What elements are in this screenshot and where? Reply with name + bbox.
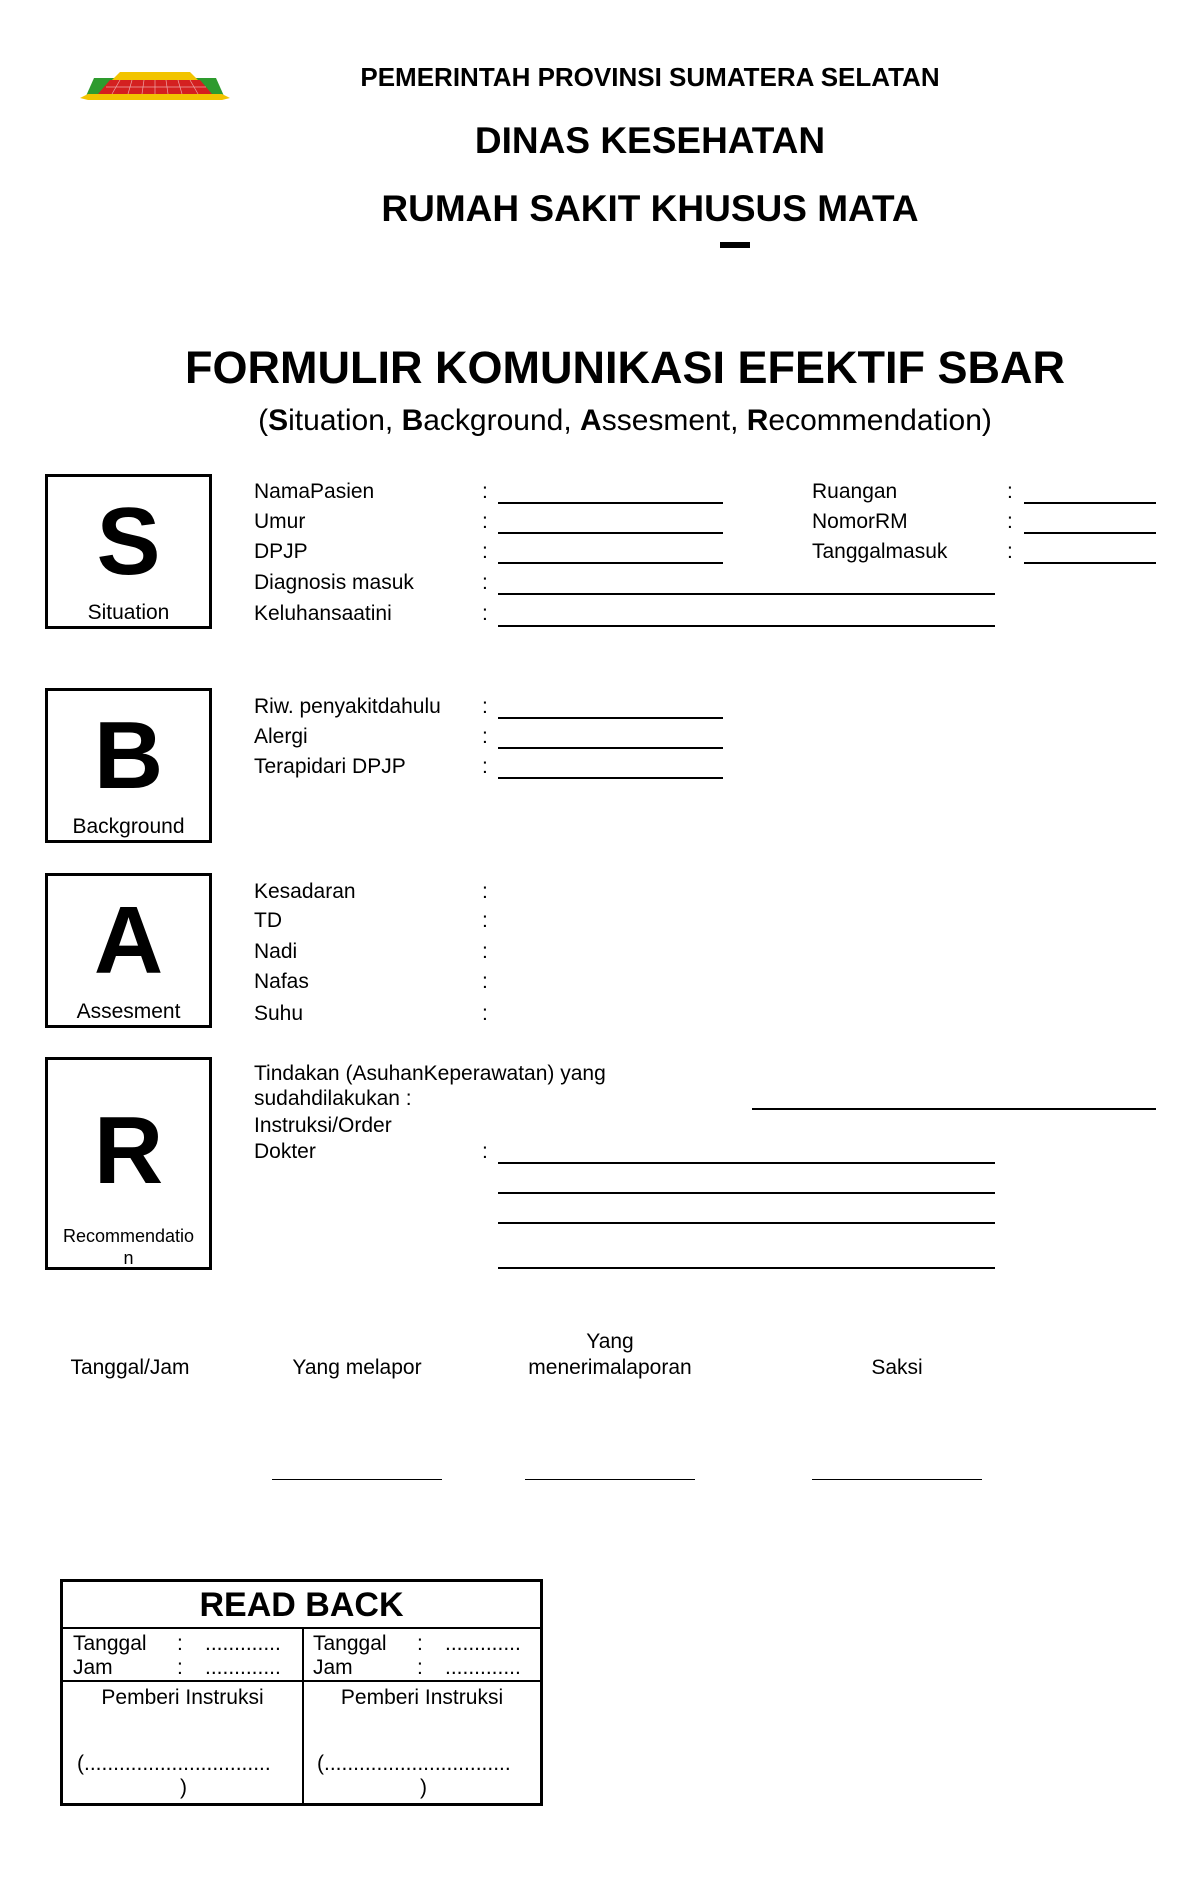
diagnosis-input-line[interactable]: [498, 593, 995, 595]
readback-right-signature[interactable]: (................................: [317, 1752, 511, 1775]
colon: :: [482, 1140, 488, 1163]
field-label-td: TD: [254, 909, 282, 932]
assessment-box: [45, 873, 212, 1028]
readback-left-giver-label: Pemberi Instruksi: [101, 1686, 264, 1709]
nomor-rm-input-line[interactable]: [1024, 532, 1156, 534]
colon: :: [1007, 540, 1013, 563]
colon: :: [482, 571, 488, 594]
witness-signature-line[interactable]: [812, 1479, 982, 1480]
readback-right-date-value[interactable]: .............: [445, 1632, 521, 1655]
background-box: [45, 688, 212, 843]
colon: :: [482, 880, 488, 903]
field-label-dpjp: DPJP: [254, 540, 308, 563]
province-roof-emblem-icon: [80, 68, 230, 102]
agency-heading: DINAS KESEHATAN: [474, 120, 826, 161]
field-label-nafas: Nafas: [254, 970, 309, 993]
recommendation-caption-line1: Recommendatio: [62, 1226, 195, 1246]
readback-column-divider: [302, 1627, 304, 1803]
readback-title: READ BACK: [199, 1586, 404, 1624]
field-label-nama-pasien: NamaPasien: [254, 480, 375, 503]
umur-input-line[interactable]: [498, 532, 723, 534]
receiver-signature-line[interactable]: [525, 1479, 695, 1480]
colon: :: [482, 602, 488, 625]
situation-caption: Situation: [87, 601, 170, 624]
situation-letter: S: [96, 488, 161, 595]
colon: :: [482, 725, 488, 748]
field-label-nomor-rm: NomorRM: [812, 510, 908, 533]
recommendation-letter: R: [93, 1097, 164, 1204]
header-dash-mark: [720, 242, 750, 248]
instruksi-input-line-3[interactable]: [498, 1222, 995, 1224]
readback-right-time-label: Jam: [313, 1656, 353, 1679]
assessment-letter: A: [93, 887, 164, 994]
colon: :: [482, 510, 488, 533]
field-label-terapi: Terapidari DPJP: [254, 755, 406, 778]
readback-right-date-label: Tanggal: [313, 1632, 387, 1655]
colon: :: [177, 1656, 183, 1679]
field-label-instruksi-line1: Instruksi/Order: [254, 1114, 392, 1137]
readback-right-signature-close: ): [420, 1776, 427, 1799]
alergi-input-line[interactable]: [498, 747, 723, 749]
hospital-heading: RUMAH SAKIT KHUSUS MATA: [381, 188, 919, 229]
terapi-input-line[interactable]: [498, 777, 723, 779]
colon: :: [482, 695, 488, 718]
dpjp-input-line[interactable]: [498, 562, 723, 564]
readback-left-date-label: Tanggal: [73, 1632, 147, 1655]
readback-right-giver-label: Pemberi Instruksi: [340, 1686, 504, 1709]
field-label-ruangan: Ruangan: [812, 480, 898, 503]
field-label-suhu: Suhu: [254, 1002, 304, 1025]
field-label-alergi: Alergi: [254, 725, 308, 748]
field-label-kesadaran: Kesadaran: [254, 880, 356, 903]
field-label-keluhan: Keluhansaatini: [254, 602, 392, 625]
form-subtitle: (Situation, Background, Assesment, Recommendation): [258, 404, 992, 437]
ruangan-input-line[interactable]: [1024, 502, 1156, 504]
keluhan-input-line[interactable]: [498, 625, 995, 627]
field-label-umur: Umur: [254, 510, 306, 533]
field-label-riwayat-penyakit: Riw. penyakitdahulu: [254, 695, 441, 718]
readback-left-time-label: Jam: [73, 1656, 113, 1679]
colon: :: [482, 909, 488, 932]
reporter-signature-line[interactable]: [272, 1479, 442, 1480]
instruksi-input-line-2[interactable]: [498, 1192, 995, 1194]
field-label-tanggal-masuk: Tanggalmasuk: [812, 540, 948, 563]
colon: :: [482, 480, 488, 503]
signature-label-receiver-line1: Yang: [586, 1330, 634, 1353]
colon: :: [1007, 480, 1013, 503]
tanggal-masuk-input-line[interactable]: [1024, 562, 1156, 564]
colon: :: [482, 540, 488, 563]
colon: :: [482, 940, 488, 963]
background-caption: Background: [72, 815, 185, 838]
signature-label-date-time: Tanggal/Jam: [70, 1356, 190, 1379]
field-label-instruksi-line2: Dokter: [254, 1140, 316, 1163]
colon: :: [482, 970, 488, 993]
colon: :: [417, 1632, 423, 1655]
tindakan-input-line[interactable]: [752, 1108, 1156, 1110]
field-label-nadi: Nadi: [254, 940, 298, 963]
colon: :: [417, 1656, 423, 1679]
signature-label-receiver-line2: menerimalaporan: [528, 1356, 692, 1379]
field-label-tindakan-line1: Tindakan (AsuhanKeperawatan) yang: [254, 1062, 606, 1085]
colon: :: [482, 755, 488, 778]
nama-pasien-input-line[interactable]: [498, 502, 723, 504]
readback-right-time-value[interactable]: .............: [445, 1656, 521, 1679]
instruksi-input-line-1[interactable]: [498, 1162, 995, 1164]
signature-label-witness: Saksi: [871, 1356, 923, 1379]
background-letter: B: [93, 702, 164, 809]
field-label-diagnosis: Diagnosis masuk: [254, 571, 414, 594]
instruksi-input-line-4[interactable]: [498, 1267, 995, 1269]
readback-left-signature[interactable]: (................................: [77, 1752, 271, 1775]
riwayat-penyakit-input-line[interactable]: [498, 717, 723, 719]
province-logo: [80, 68, 230, 102]
situation-box: [45, 474, 212, 629]
signature-label-reporter: Yang melapor: [292, 1356, 422, 1379]
readback-left-date-value[interactable]: .............: [205, 1632, 281, 1655]
recommendation-box: [45, 1057, 212, 1270]
province-heading: PEMERINTAH PROVINSI SUMATERA SELATAN: [360, 62, 940, 92]
field-label-tindakan-line2: sudahdilakukan :: [254, 1087, 412, 1110]
assessment-caption: Assesment: [76, 1000, 181, 1023]
colon: :: [1007, 510, 1013, 533]
recommendation-caption-line2: n: [123, 1248, 134, 1268]
colon: :: [482, 1002, 488, 1025]
readback-table: [60, 1579, 543, 1806]
form-title: FORMULIR KOMUNIKASI EFEKTIF SBAR: [185, 342, 1065, 393]
readback-left-signature-close: ): [180, 1776, 187, 1799]
colon: :: [177, 1632, 183, 1655]
readback-left-time-value[interactable]: .............: [205, 1656, 281, 1679]
